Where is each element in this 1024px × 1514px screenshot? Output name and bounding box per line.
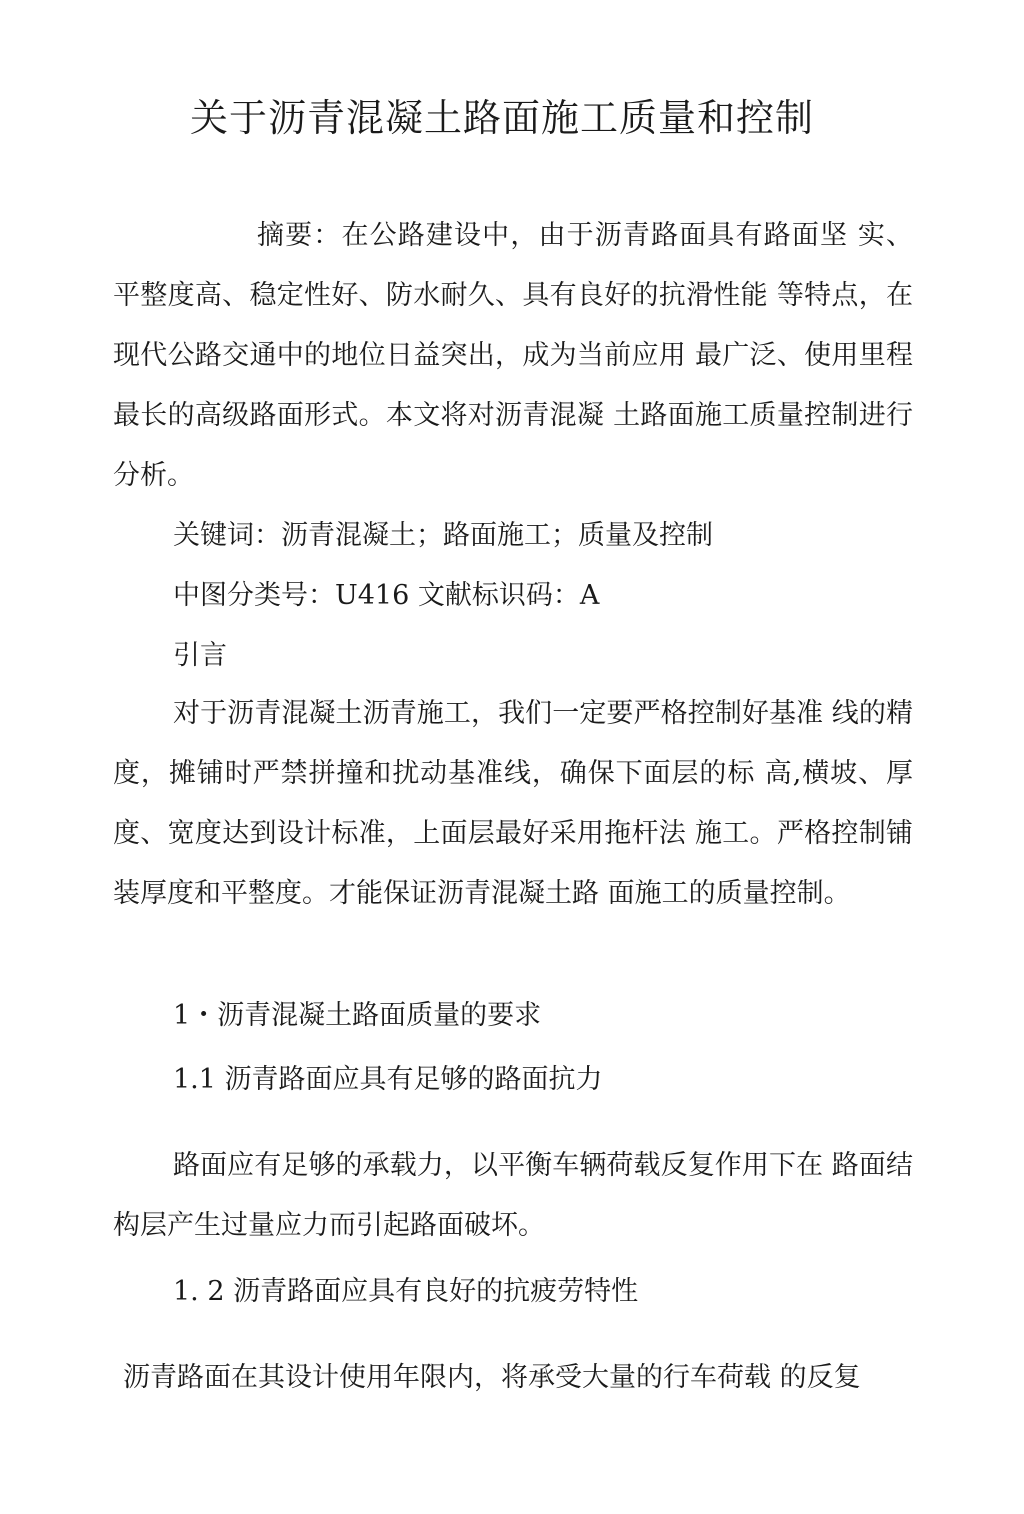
section-1-2-paragraph: 沥青路面在其设计使用年限内，将承受大量的行车荷载 的反复 <box>123 1362 861 1393</box>
section-1-1-paragraph: 路面应有足够的承载力，以平衡车辆荷载反复作用下在 路面结构层产生过量应力而引起路面破坏。 <box>113 1150 913 1241</box>
abstract-paragraph: 摘要：在公路建设中，由于沥青路面具有路面坚 实、平整度高、稳定性好、防水耐久、具有良好的抗滑性能 等特点，在现代公路交通中的地位日益突出，成为当前应用 最广泛、使用里程最长的高级路面形式。本文将对沥青混凝 土路面施工质量控制进行分析。 <box>113 220 913 491</box>
section-1-heading: 1・沥青混凝土路面质量的要求 <box>173 1000 542 1031</box>
intro-heading: 引言 <box>173 640 227 671</box>
document-title: 关于沥青混凝土路面施工质量和控制 <box>189 96 814 140</box>
section-1-1-heading: 1.1 沥青路面应具有足够的路面抗力 <box>173 1064 603 1095</box>
keywords-line: 关键词：沥青混凝土；路面施工；质量及控制 <box>173 520 713 551</box>
classification-line: 中图分类号：U416 文献标识码：A <box>173 580 600 611</box>
intro-paragraph: 对于沥青混凝土沥青施工，我们一定要严格控制好基准 线的精度，摊铺时严禁拼撞和扰动基准线，确保下面层的标 高,横坡、厚度、宽度达到设计标准，上面层最好采用拖杆法 施工。严格控制铺装厚度和平整度。才能保证沥青混凝土路 面施工的质量控制。 <box>113 698 913 909</box>
section-1-2-heading: 1. 2 沥青路面应具有良好的抗疲劳特性 <box>173 1276 639 1307</box>
